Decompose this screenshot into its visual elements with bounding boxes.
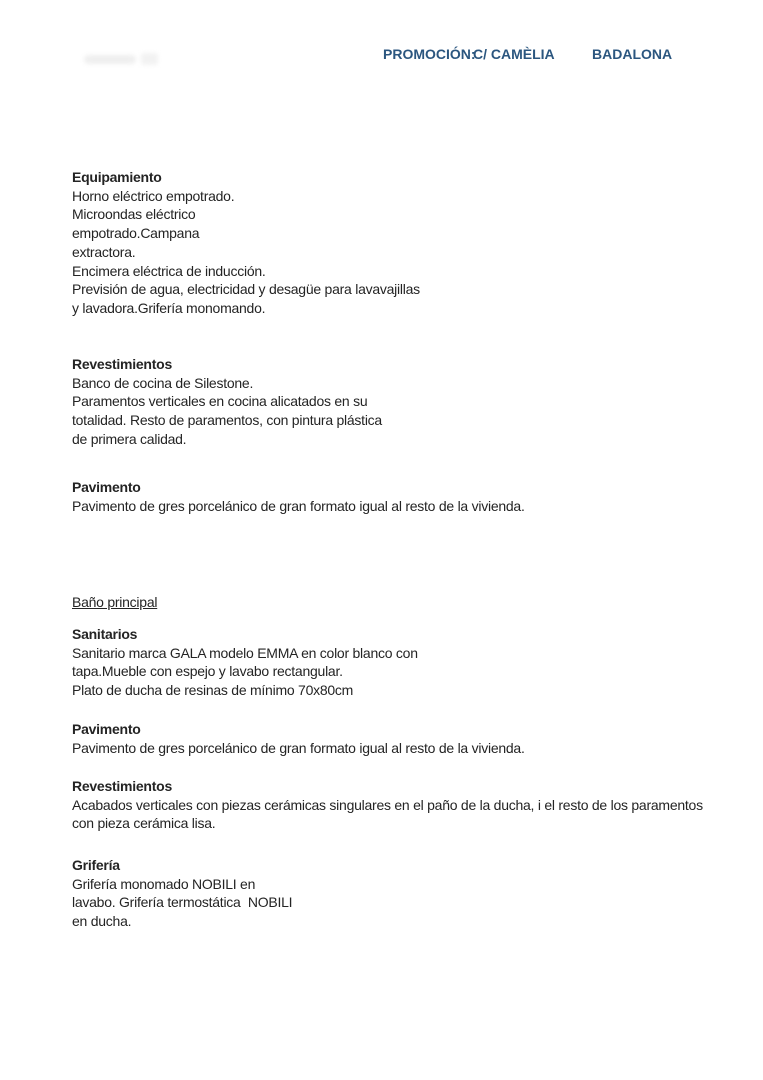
body-line: Plato de ducha de resinas de mínimo 70x80cm	[72, 682, 354, 699]
section-heading: Sanitarios	[72, 626, 138, 642]
body-line: Paramentos verticales en cocina alicatados en su	[72, 393, 368, 410]
section-banyo-principal	[72, 593, 157, 612]
section-heading: Revestimientos	[72, 778, 172, 794]
section-heading: Pavimento	[72, 721, 141, 737]
body-line: con pieza cerámica lisa.	[72, 815, 216, 832]
body-line: de primera calidad.	[72, 430, 187, 447]
body-line: empotrado.Campana	[72, 225, 200, 242]
watermark-blob	[84, 55, 136, 64]
body-line: Sanitario marca GALA modelo EMMA en color blanco con	[72, 644, 418, 661]
section-pavimento-banyo	[72, 720, 525, 757]
body-line: Microondas eléctrico	[72, 206, 196, 223]
section-equipamiento	[72, 168, 420, 318]
header-city: BADALONA	[592, 46, 673, 62]
section-heading: Grifería	[72, 857, 120, 873]
section-heading: Pavimento	[72, 479, 141, 495]
body-line: Acabados verticales con piezas cerámicas singulares en el paño de la ducha, i el resto de los paramentos	[72, 796, 703, 813]
section-pavimento-cocina	[72, 478, 525, 515]
section-revestimientos-cocina	[72, 355, 382, 449]
body-line: Banco de cocina de Silestone.	[72, 374, 254, 391]
section-sanitarios	[72, 625, 418, 700]
section-griferia	[72, 856, 292, 931]
body-line: Horno eléctrico empotrado.	[72, 187, 235, 204]
body-line: extractora.	[72, 243, 136, 260]
body-line: lavabo. Grifería termostática NOBILI	[72, 894, 293, 911]
body-line: tapa.Mueble con espejo y lavabo rectangular.	[72, 663, 343, 680]
section-heading-underlined: Baño principal	[72, 594, 158, 610]
body-line: totalidad. Resto de paramentos, con pintura plástica	[72, 412, 382, 429]
body-line: Grifería monomado NOBILI en	[72, 875, 256, 892]
section-heading: Equipamiento	[72, 169, 162, 185]
header-promo-label: PROMOCIÓN:	[383, 46, 476, 62]
body-line: Pavimento de gres porcelánico de gran formato igual al resto de la vivienda.	[72, 497, 525, 514]
watermark-blob	[141, 53, 158, 65]
body-line: Encimera eléctrica de inducción.	[72, 262, 266, 279]
section-revestimientos-banyo	[72, 777, 703, 833]
section-heading: Revestimientos	[72, 356, 172, 372]
body-line: Pavimento de gres porcelánico de gran formato igual al resto de la vivienda.	[72, 739, 525, 756]
body-line: Previsión de agua, electricidad y desagüe para lavavajillas	[72, 281, 420, 298]
body-line: en ducha.	[72, 913, 132, 930]
header-street: C/ CAMÈLIA	[473, 46, 555, 62]
body-line: y lavadora.Grifería monomando.	[72, 299, 266, 316]
